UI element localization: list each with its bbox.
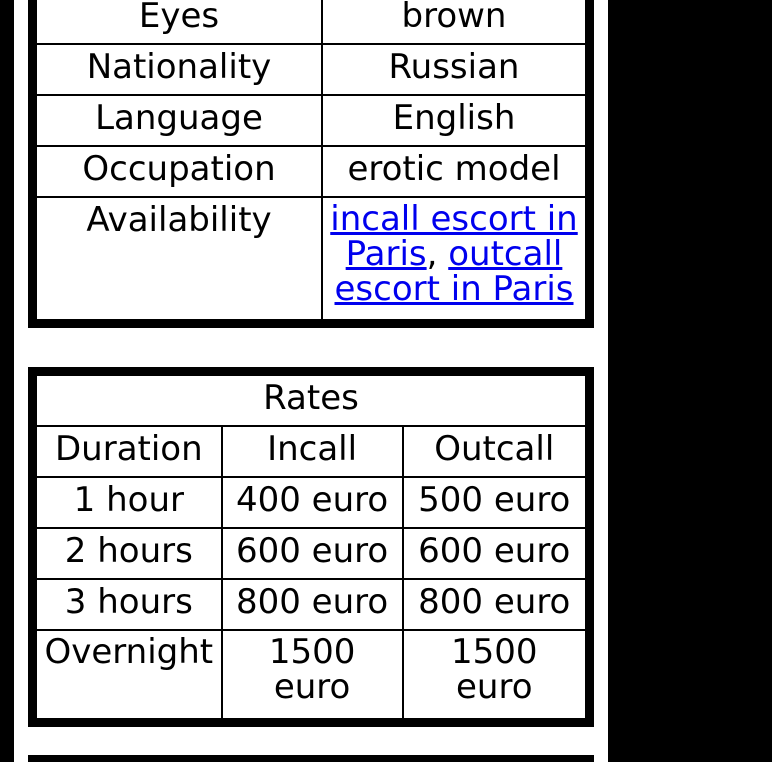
- rate-outcall: 500 euro: [403, 477, 590, 528]
- next-table-border: [28, 755, 594, 762]
- rate-incall: 1500 euro: [222, 630, 403, 723]
- profile-label-nationality: Nationality: [33, 44, 323, 95]
- rate-incall: 400 euro: [222, 477, 403, 528]
- table-row: [33, 95, 590, 146]
- table-row: [33, 0, 590, 44]
- rates-title: Rates: [33, 372, 590, 427]
- rate-outcall: 600 euro: [403, 528, 590, 579]
- rates-header-outcall: Outcall: [403, 426, 590, 477]
- outcall-escort-link[interactable]: outcall escort in Paris: [334, 234, 574, 309]
- link-separator: ,: [426, 234, 438, 274]
- incall-escort-link[interactable]: incall escort in Paris: [330, 199, 578, 274]
- rate-duration: 2 hours: [33, 528, 222, 579]
- table-row: [33, 146, 590, 197]
- table-header-row: [33, 426, 590, 477]
- rate-incall: 800 euro: [222, 579, 403, 630]
- rate-outcall: 800 euro: [403, 579, 590, 630]
- rate-duration: 3 hours: [33, 579, 222, 630]
- rate-outcall: 1500 euro: [403, 630, 590, 723]
- table-row: [33, 579, 590, 630]
- profile-value-language: English: [322, 95, 590, 146]
- profile-value-occupation: erotic model: [322, 146, 590, 197]
- profile-value-nationality: Russian: [322, 44, 590, 95]
- rate-incall: 600 euro: [222, 528, 403, 579]
- table-row: [33, 528, 590, 579]
- table-row: [33, 197, 590, 324]
- table-row: [33, 44, 590, 95]
- profile-value-eyes: brown: [322, 0, 590, 44]
- table-row: [33, 372, 590, 427]
- profile-table: [28, 0, 594, 328]
- profile-value-availability: [322, 197, 590, 324]
- table-row: [33, 630, 590, 723]
- profile-label-occupation: Occupation: [33, 146, 323, 197]
- table-row: [33, 477, 590, 528]
- profile-label-language: Language: [33, 95, 323, 146]
- rate-duration: 1 hour: [33, 477, 222, 528]
- rates-header-incall: Incall: [222, 426, 403, 477]
- rates-table: [28, 367, 594, 727]
- rate-duration: Overnight: [33, 630, 222, 723]
- rates-header-duration: Duration: [33, 426, 222, 477]
- profile-label-eyes: Eyes: [33, 0, 323, 44]
- profile-label-availability: Availability: [33, 197, 323, 324]
